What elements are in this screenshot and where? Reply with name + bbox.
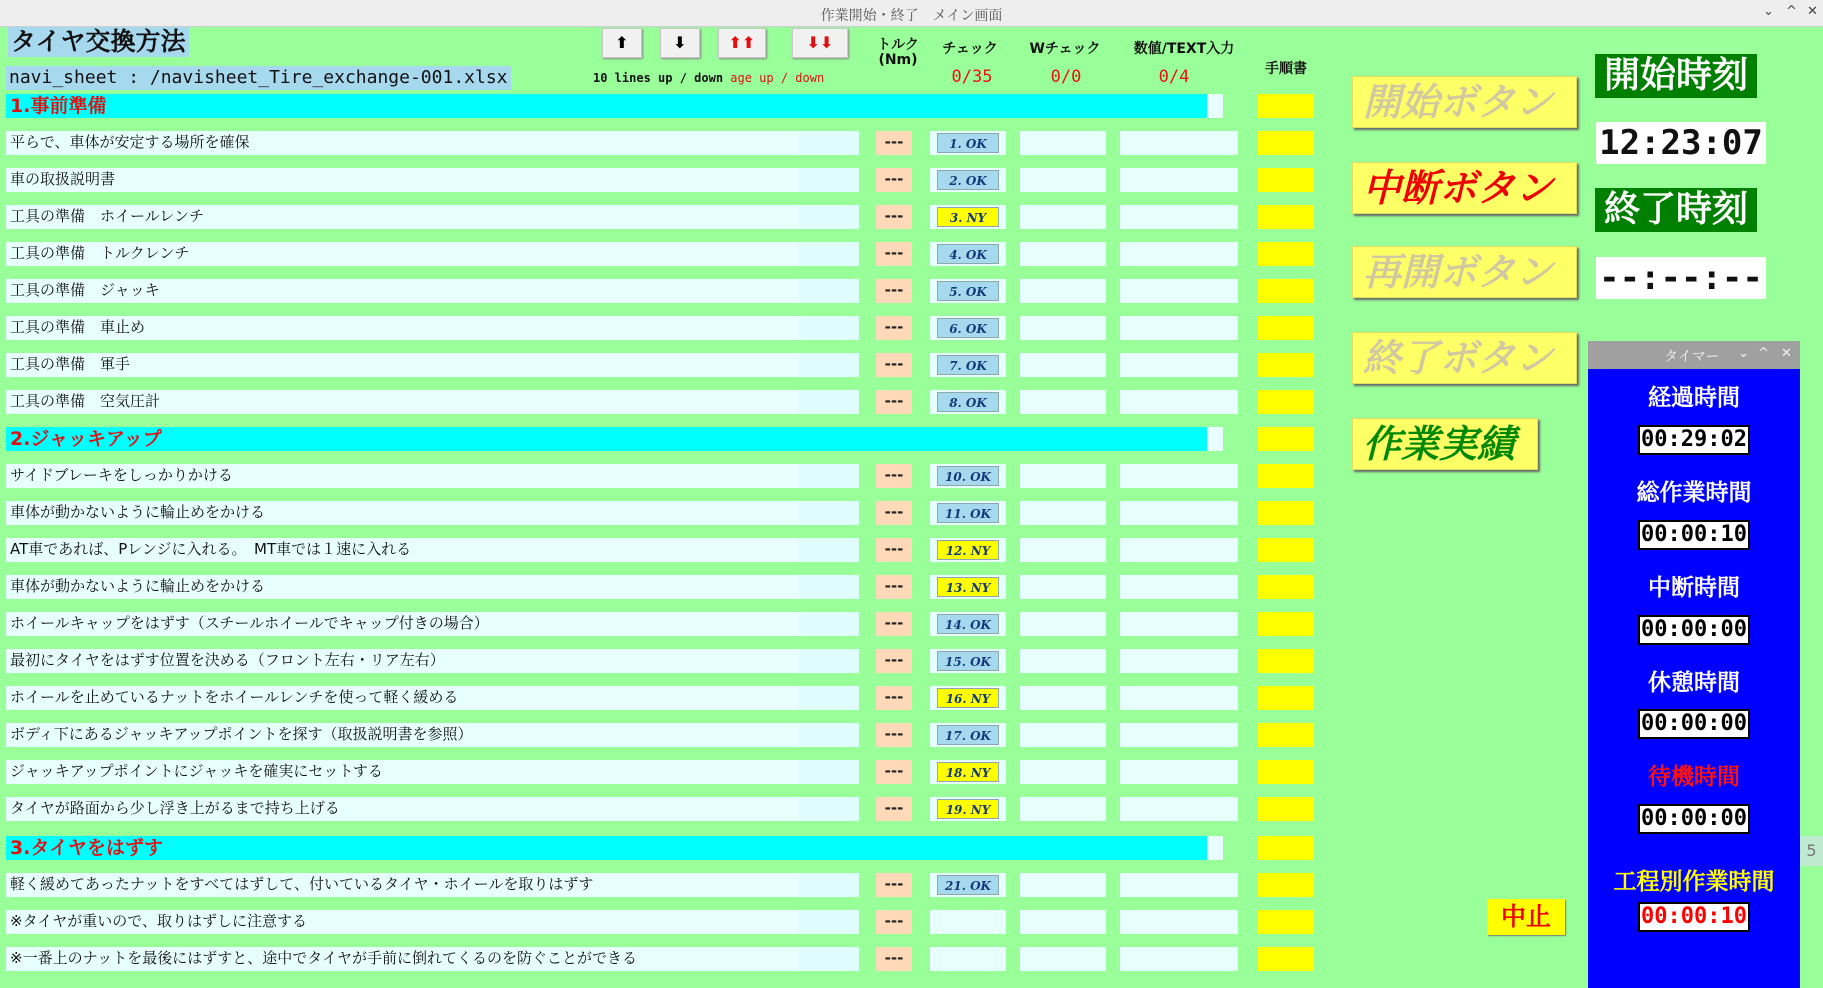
numtext-cell[interactable] bbox=[1120, 649, 1238, 673]
task-row bbox=[6, 575, 859, 599]
wcheck-cell[interactable] bbox=[1020, 575, 1106, 599]
sheet-title: タイヤ交換方法 bbox=[8, 27, 189, 57]
pause-time-label: 中断時間 bbox=[1648, 575, 1740, 601]
task-text: サイドブレーキをしっかりかける bbox=[10, 466, 233, 484]
check-cell[interactable] bbox=[930, 612, 1006, 636]
wcheck-cell[interactable] bbox=[1020, 242, 1106, 266]
task-row bbox=[6, 168, 859, 192]
torque-cell: --- bbox=[876, 797, 912, 821]
scroll-hint bbox=[593, 71, 824, 85]
numtext-count: 0/4 bbox=[1158, 67, 1190, 87]
manual-cell[interactable] bbox=[1258, 464, 1314, 488]
check-cell[interactable] bbox=[930, 575, 1006, 599]
timer-title: タイマー bbox=[1664, 349, 1720, 365]
task-text: 工具の準備 車止め bbox=[10, 318, 146, 336]
lines-hint-text: 10 lines up / down bbox=[593, 71, 724, 85]
check-button[interactable]: 8. OK bbox=[937, 392, 999, 412]
wcheck-cell[interactable] bbox=[1020, 501, 1106, 525]
task-text: ※一番上のナットを最後にはずすと、途中でタイヤが手前に倒れてくるのを防ぐことができる bbox=[10, 949, 637, 967]
section-header bbox=[6, 94, 1223, 118]
task-text: ボディ下にあるジャッキアップポイントを探す（取扱説明書を参照） bbox=[10, 725, 473, 743]
check-cell[interactable] bbox=[930, 797, 1006, 821]
manual-cell[interactable] bbox=[1258, 94, 1314, 118]
wcheck-cell[interactable] bbox=[1020, 205, 1106, 229]
task-row bbox=[6, 205, 859, 229]
manual-cell[interactable] bbox=[1258, 797, 1314, 821]
task-text: 軽く緩めてあったナットをすべてはずして、付いているタイヤ・ホイールを取りはずす bbox=[10, 875, 594, 893]
task-row bbox=[6, 279, 859, 303]
total-work-time-label: 総作業時間 bbox=[1636, 480, 1752, 506]
task-text: 工具の準備 トルクレンチ bbox=[10, 244, 190, 262]
check-cell[interactable] bbox=[930, 947, 1006, 971]
pause-time-value: 00:00:00 bbox=[1638, 615, 1750, 645]
page-down-button[interactable]: ⬇⬇ bbox=[792, 28, 848, 58]
check-cell[interactable] bbox=[930, 501, 1006, 525]
timer-maximize-icon[interactable]: ^ bbox=[1758, 346, 1769, 361]
check-cell[interactable] bbox=[930, 316, 1006, 340]
check-button[interactable]: 14. OK bbox=[937, 614, 999, 634]
manual-cell[interactable] bbox=[1258, 836, 1314, 860]
numtext-cell[interactable] bbox=[1120, 947, 1238, 971]
task-text: 平らで、車体が安定する場所を確保 bbox=[10, 133, 250, 151]
check-cell[interactable] bbox=[930, 279, 1006, 303]
torque-header-unit: (Nm) bbox=[878, 52, 918, 68]
total-work-time-value: 00:00:10 bbox=[1638, 520, 1750, 550]
torque-cell: --- bbox=[876, 464, 912, 488]
task-row bbox=[6, 873, 859, 897]
task-row bbox=[6, 501, 859, 525]
start-time-label: 開始時刻 bbox=[1595, 54, 1757, 98]
task-text: AT車であれば、Pレンジに入れる。 MT車では１速に入れる bbox=[10, 540, 412, 558]
wait-time-value: 00:00:00 bbox=[1638, 804, 1750, 834]
check-button[interactable]: 6. OK bbox=[937, 318, 999, 338]
task-row bbox=[6, 910, 859, 934]
task-text: ※タイヤが重いので、取りはずしに注意する bbox=[10, 912, 307, 930]
wcheck-cell[interactable] bbox=[1020, 873, 1106, 897]
check-count: 0/35 bbox=[951, 67, 993, 87]
manual-cell[interactable] bbox=[1258, 612, 1314, 636]
check-cell[interactable] bbox=[930, 168, 1006, 192]
torque-cell: --- bbox=[876, 723, 912, 747]
timer-titlebar[interactable] bbox=[1588, 341, 1800, 369]
check-button[interactable]: 15. OK bbox=[937, 651, 999, 671]
navi-sheet-path: navi_sheet : /navisheet_Tire_exchange-001.xlsx bbox=[6, 66, 511, 90]
numtext-cell[interactable] bbox=[1120, 910, 1238, 934]
wcheck-cell[interactable] bbox=[1020, 723, 1106, 747]
timer-minimize-icon[interactable]: ⌄ bbox=[1738, 346, 1749, 361]
task-row bbox=[6, 316, 859, 340]
check-cell[interactable] bbox=[930, 242, 1006, 266]
numtext-cell[interactable] bbox=[1120, 242, 1238, 266]
timer-window bbox=[1588, 341, 1800, 988]
step-work-time-value: 00:00:10 bbox=[1638, 902, 1750, 932]
numtext-cell[interactable] bbox=[1120, 612, 1238, 636]
numtext-cell[interactable] bbox=[1120, 390, 1238, 414]
check-cell[interactable] bbox=[930, 538, 1006, 562]
check-button[interactable]: 3. NY bbox=[937, 207, 999, 227]
wcheck-count: 0/0 bbox=[1050, 67, 1082, 87]
minimize-icon[interactable]: ⌄ bbox=[1763, 4, 1774, 19]
task-row bbox=[6, 538, 859, 562]
numtext-cell[interactable] bbox=[1120, 575, 1238, 599]
manual-cell[interactable] bbox=[1258, 131, 1314, 155]
section-title: 3.タイヤをはずす bbox=[10, 837, 164, 859]
numtext-cell[interactable] bbox=[1120, 464, 1238, 488]
start-button[interactable]: 開始ボタン bbox=[1352, 76, 1577, 128]
torque-cell: --- bbox=[876, 947, 912, 971]
section-title: 2.ジャッキアップ bbox=[10, 428, 162, 450]
timer-close-icon[interactable]: ✕ bbox=[1781, 346, 1792, 361]
scroll-down-button[interactable]: ⬇ bbox=[660, 28, 700, 58]
wcheck-cell[interactable] bbox=[1020, 797, 1106, 821]
check-button[interactable]: 21. OK bbox=[937, 875, 999, 895]
manual-cell[interactable] bbox=[1258, 390, 1314, 414]
numtext-cell[interactable] bbox=[1120, 538, 1238, 562]
check-button[interactable]: 16. NY bbox=[937, 688, 999, 708]
torque-cell: --- bbox=[876, 538, 912, 562]
torque-cell: --- bbox=[876, 353, 912, 377]
torque-header-label: トルク bbox=[877, 37, 919, 53]
manual-header: 手順書 bbox=[1265, 61, 1307, 77]
check-cell[interactable] bbox=[930, 873, 1006, 897]
break-time-value: 00:00:00 bbox=[1638, 709, 1750, 739]
step-work-time-label: 工程別作業時間 bbox=[1613, 869, 1775, 895]
check-cell[interactable] bbox=[930, 131, 1006, 155]
task-text: 工具の準備 空気圧計 bbox=[10, 392, 161, 410]
numtext-cell[interactable] bbox=[1120, 131, 1238, 155]
torque-cell: --- bbox=[876, 279, 912, 303]
wcheck-cell[interactable] bbox=[1020, 686, 1106, 710]
torque-cell: --- bbox=[876, 649, 912, 673]
age-hint-text: age up / down bbox=[730, 71, 825, 85]
manual-cell[interactable] bbox=[1258, 427, 1314, 451]
wcheck-cell[interactable] bbox=[1020, 612, 1106, 636]
check-button[interactable]: 4. OK bbox=[937, 244, 999, 264]
manual-cell[interactable] bbox=[1258, 649, 1314, 673]
check-cell[interactable] bbox=[930, 723, 1006, 747]
manual-cell[interactable] bbox=[1258, 947, 1314, 971]
manual-cell[interactable] bbox=[1258, 205, 1314, 229]
end-button[interactable]: 終了ボタン bbox=[1352, 332, 1577, 384]
task-text: 工具の準備 軍手 bbox=[10, 355, 131, 373]
task-row bbox=[6, 797, 859, 821]
torque-cell: --- bbox=[876, 910, 912, 934]
manual-cell[interactable] bbox=[1258, 575, 1314, 599]
pause-button[interactable]: 中断ボタン bbox=[1352, 162, 1577, 214]
wcheck-cell[interactable] bbox=[1020, 538, 1106, 562]
section-header bbox=[6, 836, 1223, 860]
torque-cell: --- bbox=[876, 242, 912, 266]
torque-cell: --- bbox=[876, 760, 912, 784]
work-results-button[interactable]: 作業実績 bbox=[1352, 418, 1538, 470]
task-row bbox=[6, 390, 859, 414]
check-button[interactable]: 17. OK bbox=[937, 725, 999, 745]
task-text: ジャッキアップポイントにジャッキを確実にセットする bbox=[10, 762, 383, 780]
elapsed-time-label: 経過時間 bbox=[1648, 385, 1740, 411]
check-cell[interactable] bbox=[930, 649, 1006, 673]
task-text: 工具の準備 ジャッキ bbox=[10, 281, 160, 299]
check-cell[interactable] bbox=[930, 390, 1006, 414]
elapsed-time-value: 00:29:02 bbox=[1638, 425, 1750, 455]
check-button[interactable]: 2. OK bbox=[937, 170, 999, 190]
hidden-window-edge: 5 bbox=[1800, 836, 1823, 866]
wait-time-label: 待機時間 bbox=[1648, 764, 1740, 790]
manual-cell[interactable] bbox=[1258, 279, 1314, 303]
start-time-value: 12:23:07 bbox=[1596, 122, 1766, 164]
task-row bbox=[6, 760, 859, 784]
wcheck-cell[interactable] bbox=[1020, 760, 1106, 784]
manual-cell[interactable] bbox=[1258, 168, 1314, 192]
torque-cell: --- bbox=[876, 131, 912, 155]
task-text: 車体が動かないように輪止めをかける bbox=[10, 577, 266, 595]
wcheck-cell[interactable] bbox=[1020, 649, 1106, 673]
task-row bbox=[6, 464, 859, 488]
numtext-cell[interactable] bbox=[1120, 797, 1238, 821]
manual-cell[interactable] bbox=[1258, 353, 1314, 377]
check-button[interactable]: 1. OK bbox=[937, 133, 999, 153]
wcheck-header: Wチェック bbox=[1029, 41, 1101, 57]
manual-cell[interactable] bbox=[1258, 242, 1314, 266]
task-row bbox=[6, 353, 859, 377]
check-cell[interactable] bbox=[930, 353, 1006, 377]
manual-cell[interactable] bbox=[1258, 910, 1314, 934]
numtext-cell[interactable] bbox=[1120, 205, 1238, 229]
task-text: ホイールを止めているナットをホイールレンチを使って軽く緩める bbox=[10, 688, 459, 706]
check-cell[interactable] bbox=[930, 910, 1006, 934]
task-row bbox=[6, 242, 859, 266]
check-button[interactable]: 10. OK bbox=[937, 466, 999, 486]
manual-cell[interactable] bbox=[1258, 316, 1314, 340]
numtext-cell[interactable] bbox=[1120, 723, 1238, 747]
manual-cell[interactable] bbox=[1258, 686, 1314, 710]
manual-cell[interactable] bbox=[1258, 501, 1314, 525]
task-text: 最初にタイヤをはずす位置を決める（フロント左右・リア左右） bbox=[10, 651, 445, 669]
section-header bbox=[6, 427, 1223, 451]
page-up-button[interactable]: ⬆⬆ bbox=[718, 28, 766, 58]
manual-cell[interactable] bbox=[1258, 873, 1314, 897]
manual-cell[interactable] bbox=[1258, 760, 1314, 784]
wcheck-cell[interactable] bbox=[1020, 390, 1106, 414]
torque-cell: --- bbox=[876, 316, 912, 340]
numtext-header: 数値/TEXT入力 bbox=[1133, 41, 1235, 57]
resume-button[interactable]: 再開ボタン bbox=[1352, 246, 1577, 298]
torque-cell: --- bbox=[876, 873, 912, 897]
numtext-cell[interactable] bbox=[1120, 501, 1238, 525]
wcheck-cell[interactable] bbox=[1020, 947, 1106, 971]
task-text: 車体が動かないように輪止めをかける bbox=[10, 503, 266, 521]
task-row bbox=[6, 612, 859, 636]
check-button[interactable]: 5. OK bbox=[937, 281, 999, 301]
section-title: 1.事前準備 bbox=[10, 95, 107, 117]
manual-cell[interactable] bbox=[1258, 723, 1314, 747]
break-time-label: 休憩時間 bbox=[1648, 670, 1740, 696]
wcheck-cell[interactable] bbox=[1020, 910, 1106, 934]
check-cell[interactable] bbox=[930, 760, 1006, 784]
torque-header bbox=[872, 38, 924, 68]
numtext-cell[interactable] bbox=[1120, 316, 1238, 340]
window-titlebar bbox=[0, 0, 1823, 27]
torque-cell: --- bbox=[876, 501, 912, 525]
stop-button[interactable]: 中止 bbox=[1487, 899, 1565, 935]
torque-cell: --- bbox=[876, 168, 912, 192]
maximize-icon[interactable]: ^ bbox=[1786, 4, 1797, 19]
wcheck-cell[interactable] bbox=[1020, 168, 1106, 192]
check-button[interactable]: 13. NY bbox=[937, 577, 999, 597]
torque-cell: --- bbox=[876, 390, 912, 414]
task-row bbox=[6, 947, 859, 971]
check-cell[interactable] bbox=[930, 464, 1006, 488]
task-row bbox=[6, 649, 859, 673]
torque-cell: --- bbox=[876, 205, 912, 229]
task-text: 工具の準備 ホイールレンチ bbox=[10, 207, 204, 225]
task-row bbox=[6, 723, 859, 747]
wcheck-cell[interactable] bbox=[1020, 316, 1106, 340]
end-time-value: --:--:-- bbox=[1596, 257, 1766, 299]
numtext-cell[interactable] bbox=[1120, 279, 1238, 303]
wcheck-cell[interactable] bbox=[1020, 353, 1106, 377]
close-icon[interactable]: ✕ bbox=[1807, 4, 1818, 19]
task-text: タイヤが路面から少し浮き上がるまで持ち上げる bbox=[10, 799, 340, 817]
check-header: チェック bbox=[942, 41, 998, 57]
wcheck-cell[interactable] bbox=[1020, 131, 1106, 155]
check-button[interactable]: 12. NY bbox=[937, 540, 999, 560]
wcheck-cell[interactable] bbox=[1020, 279, 1106, 303]
check-button[interactable]: 19. NY bbox=[937, 799, 999, 819]
numtext-cell[interactable] bbox=[1120, 873, 1238, 897]
torque-cell: --- bbox=[876, 575, 912, 599]
torque-cell: --- bbox=[876, 686, 912, 710]
end-time-label: 終了時刻 bbox=[1595, 188, 1757, 232]
torque-cell: --- bbox=[876, 612, 912, 636]
task-row bbox=[6, 131, 859, 155]
task-row bbox=[6, 686, 859, 710]
numtext-cell[interactable] bbox=[1120, 353, 1238, 377]
numtext-cell[interactable] bbox=[1120, 686, 1238, 710]
task-text: ホイールキャップをはずす（スチールホイールでキャップ付きの場合） bbox=[10, 614, 489, 632]
check-button[interactable]: 11. OK bbox=[937, 503, 999, 523]
numtext-cell[interactable] bbox=[1120, 760, 1238, 784]
numtext-cell[interactable] bbox=[1120, 168, 1238, 192]
wcheck-cell[interactable] bbox=[1020, 464, 1106, 488]
scroll-up-button[interactable]: ⬆ bbox=[602, 28, 642, 58]
manual-cell[interactable] bbox=[1258, 538, 1314, 562]
check-cell[interactable] bbox=[930, 686, 1006, 710]
window-title: 作業開始・終了 メイン画面 bbox=[820, 8, 1003, 24]
check-cell[interactable] bbox=[930, 205, 1006, 229]
check-button[interactable]: 18. NY bbox=[937, 762, 999, 782]
check-button[interactable]: 7. OK bbox=[937, 355, 999, 375]
task-text: 車の取扱説明書 bbox=[10, 170, 116, 188]
